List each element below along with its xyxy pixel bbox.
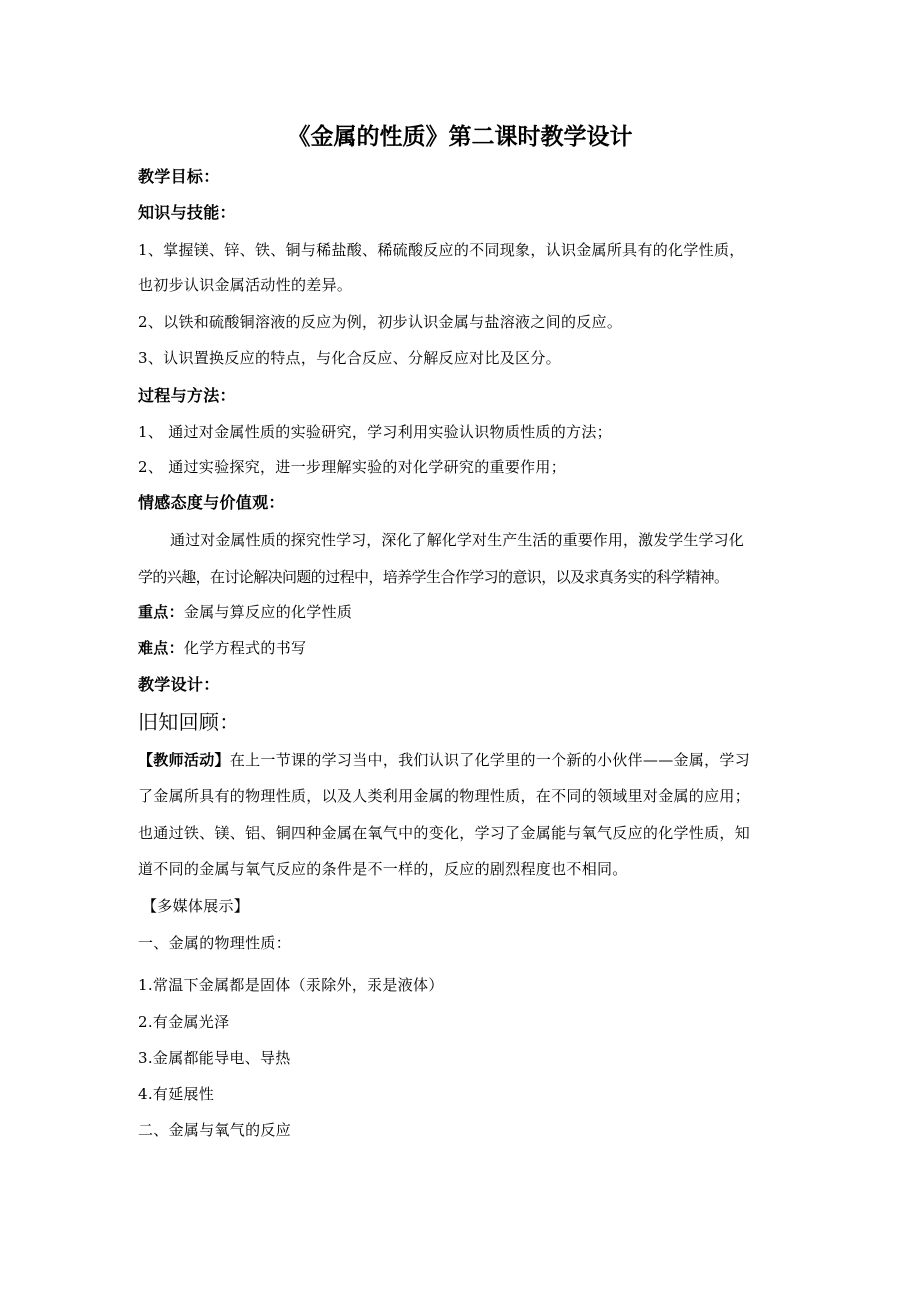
goals-heading: 教学目标： [138, 167, 220, 186]
teacher-activity-line: 了金属所具有的物理性质，以及人类利用金属的物理性质，在不同的领域里对金属的应用； [138, 787, 751, 805]
difficulty-text: 化学方程式的书写 [183, 639, 307, 657]
teacher-activity-line: 道不同的金属与氧气反应的条件是不一样的，反应的剧烈程度也不相同。 [138, 860, 628, 878]
teacher-activity-line: 也通过铁、镁、铝、铜四种金属在氧气中的变化，学习了金属能与氧气反应的化学性质，知 [138, 824, 751, 842]
physical-item: 1.常温下金属都是固体（汞除外，汞是液体） [138, 976, 444, 994]
key-text: 金属与算反应的化学性质 [183, 603, 353, 621]
physical-item: 2.有金属光泽 [138, 1013, 230, 1031]
teacher-text: 在上一节课的学习当中，我们认识了化学里的一个新的小伙伴——金属，学习 [229, 751, 751, 769]
process-item-1: 1、 通过对金属性质的实验研究，学习利用实验认识物质性质的方法； [138, 423, 612, 441]
design-heading: 教学设计： [138, 675, 220, 694]
knowledge-item-2: 2、以铁和硫酸铜溶液的反应为例，初步认识金属与盐溶液之间的反应。 [138, 313, 623, 331]
difficulty-point [138, 638, 306, 658]
process-item-2: 2、 通过实验探究，进一步理解实验的对化学研究的重要作用； [138, 458, 567, 476]
physical-item: 3.金属都能导电、导热 [138, 1049, 291, 1067]
oxygen-heading: 二、金属与氧气的反应 [138, 1121, 292, 1139]
media-label: 【多媒体展示】 [142, 897, 250, 915]
physical-heading: 一、金属的物理性质： [138, 934, 292, 952]
difficulty-label: 难点： [138, 639, 184, 657]
knowledge-item-1: 1、掌握镁、锌、铁、铜与稀盐酸、稀硫酸反应的不同现象，认识金属所具有的化学性质， [138, 241, 745, 259]
knowledge-item-1-cont: 也初步认识金属活动性的差异。 [138, 276, 353, 294]
teacher-activity-line [138, 750, 750, 770]
knowledge-item-3: 3、认识置换反应的特点，与化合反应、分解反应对比及区分。 [138, 349, 561, 367]
physical-item: 4.有延展性 [138, 1085, 215, 1103]
emotion-para-line: 通过对金属性质的探究性学习，深化了解化学对生产生活的重要作用，激发学生学习化 [170, 531, 744, 549]
process-heading: 过程与方法： [138, 386, 236, 405]
teacher-label: 【教师活动】 [138, 751, 230, 769]
key-label: 重点： [138, 603, 184, 621]
emotion-para-line: 学的兴趣，在讨论解决问题的过程中，培养学生合作学习的意识，以及求真务实的科学精神。 [138, 568, 729, 586]
page-title: 《金属的性质》第二课时教学设计 [287, 124, 633, 150]
key-point [138, 602, 352, 622]
emotion-heading: 情感态度与价值观： [138, 493, 285, 512]
knowledge-heading: 知识与技能： [138, 203, 236, 222]
review-heading: 旧知回顾： [138, 710, 240, 734]
